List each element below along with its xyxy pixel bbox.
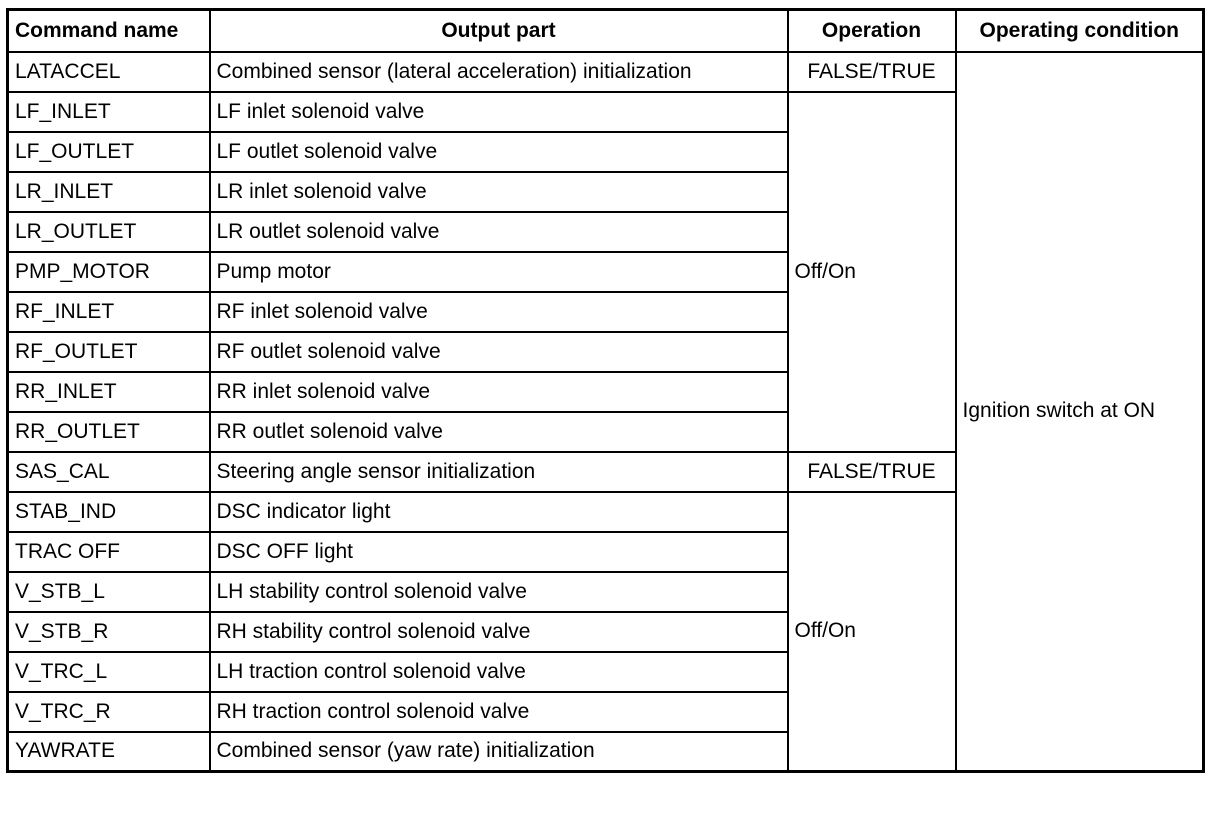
output-cell: LF inlet solenoid valve: [210, 92, 788, 132]
command-cell: YAWRATE: [8, 732, 210, 772]
output-cell: Combined sensor (lateral acceleration) initialization: [210, 52, 788, 92]
condition-cell: Ignition switch at ON: [956, 52, 1204, 772]
table-header-row: [8, 10, 1204, 52]
command-cell: RR_OUTLET: [8, 412, 210, 452]
operation-cell: Off/On: [788, 92, 956, 452]
command-cell: V_TRC_R: [8, 692, 210, 732]
command-cell: V_STB_R: [8, 612, 210, 652]
output-cell: Pump motor: [210, 252, 788, 292]
output-cell: RR inlet solenoid valve: [210, 372, 788, 412]
command-cell: RR_INLET: [8, 372, 210, 412]
header-operation: Operation: [788, 10, 956, 52]
header-output-part: Output part: [210, 10, 788, 52]
output-cell: RF outlet solenoid valve: [210, 332, 788, 372]
command-cell: RF_INLET: [8, 292, 210, 332]
command-table: [6, 8, 1205, 773]
output-cell: LF outlet solenoid valve: [210, 132, 788, 172]
output-cell: LR outlet solenoid valve: [210, 212, 788, 252]
operation-cell: Off/On: [788, 492, 956, 772]
command-cell: PMP_MOTOR: [8, 252, 210, 292]
command-cell: V_TRC_L: [8, 652, 210, 692]
command-cell: V_STB_L: [8, 572, 210, 612]
header-operating-condition: Operating condition: [956, 10, 1204, 52]
output-cell: RF inlet solenoid valve: [210, 292, 788, 332]
command-cell: LR_OUTLET: [8, 212, 210, 252]
header-command-name: Command name: [8, 10, 210, 52]
command-cell: TRAC OFF: [8, 532, 210, 572]
command-cell: LR_INLET: [8, 172, 210, 212]
output-cell: RH stability control solenoid valve: [210, 612, 788, 652]
output-cell: LH traction control solenoid valve: [210, 652, 788, 692]
table-row: [8, 52, 1204, 92]
output-cell: DSC indicator light: [210, 492, 788, 532]
command-cell: LF_OUTLET: [8, 132, 210, 172]
output-cell: LH stability control solenoid valve: [210, 572, 788, 612]
command-cell: RF_OUTLET: [8, 332, 210, 372]
output-cell: RR outlet solenoid valve: [210, 412, 788, 452]
operation-cell: FALSE/TRUE: [788, 452, 956, 492]
output-cell: RH traction control solenoid valve: [210, 692, 788, 732]
command-cell: LATACCEL: [8, 52, 210, 92]
output-cell: Combined sensor (yaw rate) initialization: [210, 732, 788, 772]
output-cell: LR inlet solenoid valve: [210, 172, 788, 212]
output-cell: DSC OFF light: [210, 532, 788, 572]
command-cell: SAS_CAL: [8, 452, 210, 492]
output-cell: Steering angle sensor initialization: [210, 452, 788, 492]
command-cell: STAB_IND: [8, 492, 210, 532]
operation-cell: FALSE/TRUE: [788, 52, 956, 92]
command-cell: LF_INLET: [8, 92, 210, 132]
